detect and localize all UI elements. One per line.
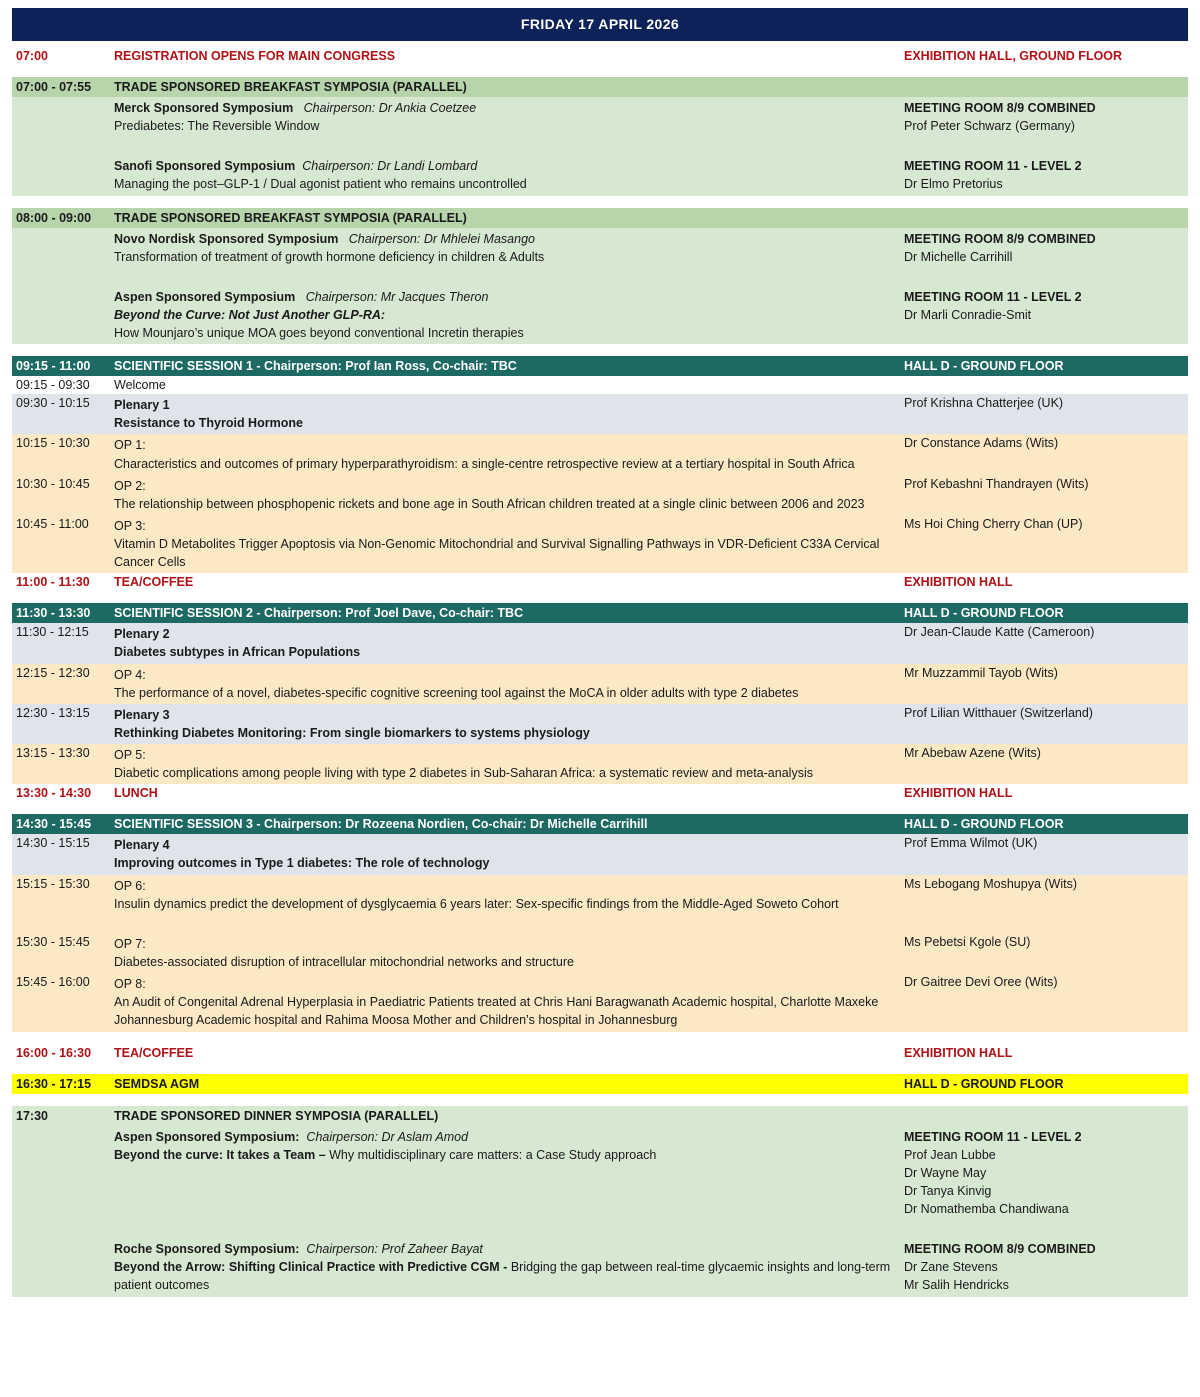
sanofi-chair: Chairperson: Dr Landi Lombard (302, 159, 478, 174)
page-title: FRIDAY 17 APRIL 2026 (12, 8, 1188, 41)
agm-text: SEMDSA AGM (114, 1076, 200, 1091)
s2-op5-topic: Diabetic complications among people living with type 2 diabetes in Sub-Saharan Africa: a systematic review and meta-analysis (114, 766, 813, 781)
merck-time (12, 97, 110, 101)
s1-op2-details (110, 475, 900, 515)
s2-op4-details (110, 664, 900, 704)
table-row-registration (12, 47, 1188, 65)
s3-plenary4-details (110, 834, 900, 874)
table-row-aspen-breakfast (12, 286, 1188, 344)
s3-plenary4-label: Plenary 4 (114, 838, 170, 853)
table-row-spacer-green-1 (12, 137, 1188, 155)
s1-op1-topic: Characteristics and outcomes of primary hyperparathyroidism: a single-centre retrospective review at a tertiary hospital in South Africa (114, 456, 855, 471)
s1-op2-topic: The relationship between phosphopenic rickets and bone age in South African children treated at a single clinic between 2006 and 2023 (114, 496, 865, 511)
novo-details (110, 228, 900, 268)
s3-op7-time: 15:30 - 15:45 (16, 934, 90, 949)
aspen-breakfast-speaker: Dr Marli Conradie-Smit (904, 307, 1032, 322)
s3-op8-time: 15:45 - 16:00 (16, 975, 90, 990)
roche-dinner-speaker-2: Mr Salih Hendricks (904, 1278, 1009, 1293)
table-row-s1-op2 (12, 475, 1188, 515)
aspen-breakfast-room-block (900, 286, 1188, 326)
s1-op1-speaker: Dr Constance Adams (Wits) (904, 436, 1059, 451)
s1-op3-details (110, 515, 900, 573)
sanofi-time (12, 155, 110, 159)
tea1-room: EXHIBITION HALL (904, 575, 1013, 590)
roche-dinner-room-block (900, 1238, 1188, 1296)
s3-op6-label: OP 6: (114, 878, 146, 893)
s1-welcome-text: Welcome (114, 378, 166, 393)
roche-dinner-time (12, 1238, 110, 1242)
table-row-s1-plenary1 (12, 394, 1188, 434)
merck-details (110, 97, 900, 137)
novo-chair: Chairperson: Dr Mhlelei Masango (348, 231, 535, 246)
s3-op7-label: OP 7: (114, 936, 146, 951)
s1-op1-label: OP 1: (114, 438, 146, 453)
agm-time: 16:30 - 17:15 (16, 1076, 92, 1091)
aspen-dinner-title: Aspen Sponsored Symposium: (114, 1129, 300, 1144)
roche-dinner-topic: Bridging the gap between real-time glycaemic insights and long-term patient outcomes (114, 1260, 891, 1293)
table-row-aspen-dinner (12, 1126, 1188, 1221)
novo-topic: Transformation of treatment of growth hormone deficiency in children & Adults (114, 249, 545, 264)
novo-room-block (900, 228, 1188, 268)
aspen-dinner-topic-bold: Beyond the curve: It takes a Team – (114, 1147, 326, 1162)
novo-title: Novo Nordisk Sponsored Symposium (114, 231, 339, 246)
aspen-dinner-speaker-4: Dr Nomathemba Chandiwana (904, 1202, 1069, 1216)
table-row-session1-header (12, 356, 1188, 376)
s1-plenary1-label: Plenary 1 (114, 398, 170, 413)
table-row-dinner-header (12, 1106, 1188, 1126)
s3-op8-details (110, 973, 900, 1031)
s1-plenary1-details (110, 394, 900, 434)
aspen-breakfast-topic: How Mounjaro’s unique MOA goes beyond conventional Incretin therapies (114, 326, 524, 340)
merck-title: Merck Sponsored Symposium (114, 101, 294, 115)
table-row-s3-op7 (12, 933, 1188, 973)
breakfast1-title: TRADE SPONSORED BREAKFAST SYMPOSIA (PARALLEL) (114, 80, 467, 94)
breakfast2-title: TRADE SPONSORED BREAKFAST SYMPOSIA (PARALLEL) (114, 210, 467, 225)
aspen-dinner-time (12, 1126, 110, 1130)
s3-op8-label: OP 8: (114, 977, 146, 992)
s3-op7-speaker: Ms Pebetsi Kgole (SU) (904, 934, 1031, 949)
roche-dinner-chair: Chairperson: Prof Zaheer Bayat (306, 1242, 483, 1257)
merck-room: MEETING ROOM 8/9 COMBINED (904, 101, 1096, 115)
sanofi-speaker: Dr Elmo Pretorius (904, 177, 1003, 192)
s1-op3-label: OP 3: (114, 518, 146, 533)
merck-topic: Prediabetes: The Reversible Window (114, 119, 320, 134)
aspen-breakfast-time (12, 286, 110, 290)
tea2-time: 16:00 - 16:30 (16, 1045, 92, 1060)
tea2-text: TEA/COFFEE (114, 1045, 194, 1060)
merck-chair: Chairperson: Dr Ankia Coetzee (303, 101, 477, 115)
s1-op2-time: 10:30 - 10:45 (16, 476, 90, 491)
s1-plenary1-time: 09:30 - 10:15 (16, 396, 90, 411)
table-row-s1-op3 (12, 515, 1188, 573)
table-row-s1-op1 (12, 434, 1188, 474)
s1-op3-time: 10:45 - 11:00 (16, 516, 89, 531)
roche-dinner-details (110, 1238, 900, 1296)
s3-plenary4-speaker: Prof Emma Wilmot (UK) (904, 836, 1038, 851)
registration-time: 07:00 (16, 49, 48, 63)
aspen-dinner-details (110, 1126, 900, 1221)
lunch-text: LUNCH (114, 786, 158, 801)
aspen-dinner-room-block (900, 1126, 1188, 1221)
s2-plenary2-details (110, 623, 900, 663)
session2-room: HALL D - GROUND FLOOR (904, 606, 1064, 621)
registration-text: REGISTRATION OPENS FOR MAIN CONGRESS (114, 49, 396, 63)
table-row-spacer-green-3 (12, 1220, 1188, 1238)
table-row-s3-op6 (12, 875, 1188, 933)
table-row-spacer-green-2 (12, 268, 1188, 286)
session2-time: 11:30 - 13:30 (16, 606, 91, 621)
s3-op7-details (110, 933, 900, 973)
s2-op5-label: OP 5: (114, 748, 146, 762)
s2-op4-speaker: Mr Muzzammil Tayob (Wits) (904, 665, 1058, 680)
tea1-text: TEA/COFFEE (114, 575, 194, 590)
sanofi-title: Sanofi Sponsored Symposium (114, 159, 296, 174)
s1-welcome-room (900, 376, 1188, 380)
s2-plenary3-time: 12:30 - 13:15 (16, 705, 90, 720)
session3-room: HALL D - GROUND FLOOR (904, 817, 1064, 832)
s2-op5-details (110, 744, 900, 784)
s1-op2-speaker: Prof Kebashni Thandrayen (Wits) (904, 476, 1089, 491)
s2-op5-speaker: Mr Abebaw Azene (Wits) (904, 746, 1041, 760)
table-row-roche-dinner (12, 1238, 1188, 1296)
breakfast1-room (900, 77, 1188, 83)
dinner-room (900, 1106, 1188, 1112)
table-row-s1-welcome (12, 376, 1188, 394)
novo-room: MEETING ROOM 8/9 COMBINED (904, 231, 1096, 246)
merck-speaker: Prof Peter Schwarz (Germany) (904, 119, 1075, 134)
tea1-time: 11:00 - 11:30 (16, 575, 90, 590)
s1-op3-topic: Vitamin D Metabolites Trigger Apoptosis via Non-Genomic Mitochondrial and Survival Signalling Pathways in VDR-Deficient C33A Cervical Cancer Cells (114, 537, 880, 570)
aspen-breakfast-chair: Chairperson: Mr Jacques Theron (305, 289, 489, 304)
s1-op1-details (110, 434, 900, 474)
breakfast2-room (900, 208, 1188, 214)
table-row-tea2 (12, 1044, 1188, 1062)
s2-plenary2-label: Plenary 2 (114, 627, 170, 642)
sanofi-room: MEETING ROOM 11 - LEVEL 2 (904, 159, 1082, 174)
s3-op6-details (110, 875, 900, 933)
breakfast2-time: 08:00 - 09:00 (16, 210, 92, 225)
aspen-breakfast-topic-bold: Beyond the Curve: Not Just Another GLP-RA: (114, 307, 386, 322)
table-row-s2-plenary3 (12, 704, 1188, 744)
sanofi-room-block (900, 155, 1188, 195)
session1-title: SCIENTIFIC SESSION 1 - Chairperson: Prof Ian Ross, Co-chair: TBC (114, 359, 517, 374)
s2-plenary3-topic: Rethinking Diabetes Monitoring: From single biomarkers to systems physiology (114, 725, 590, 740)
s3-op6-speaker: Ms Lebogang Moshupya (Wits) (904, 876, 1077, 891)
s2-op4-label: OP 4: (114, 667, 146, 682)
dinner-time: 17:30 (16, 1108, 48, 1123)
table-row-session2-header (12, 603, 1188, 623)
table-row-tea1 (12, 573, 1188, 591)
s2-plenary3-details (110, 704, 900, 744)
s3-op8-speaker: Dr Gaitree Devi Oree (Wits) (904, 975, 1058, 990)
table-row-novo (12, 228, 1188, 268)
table-row-s2-plenary2 (12, 623, 1188, 663)
agm-room: HALL D - GROUND FLOOR (904, 1076, 1064, 1091)
s2-op4-topic: The performance of a novel, diabetes-specific cognitive screening tool against the MoCA in older adults with type 2 diabetes (114, 685, 799, 700)
table-row-merck (12, 97, 1188, 137)
aspen-dinner-speaker-3: Dr Tanya Kinvig (904, 1183, 992, 1198)
s1-welcome-time: 09:15 - 09:30 (16, 378, 90, 393)
s2-op5-time: 13:15 - 13:30 (16, 746, 90, 760)
roche-dinner-speaker-1: Dr Zane Stevens (904, 1260, 998, 1275)
table-row-lunch (12, 784, 1188, 802)
table-row-s2-op4 (12, 664, 1188, 704)
roche-dinner-topic-bold: Beyond the Arrow: Shifting Clinical Practice with Predictive CGM - (114, 1260, 511, 1275)
session1-room: HALL D - GROUND FLOOR (904, 359, 1064, 374)
s1-op2-label: OP 2: (114, 478, 146, 493)
lunch-room: EXHIBITION HALL (904, 786, 1013, 801)
s1-op3-speaker: Ms Hoi Ching Cherry Chan (UP) (904, 516, 1083, 531)
session3-time: 14:30 - 15:45 (16, 817, 92, 832)
table-row-agm (12, 1074, 1188, 1094)
roche-dinner-title: Roche Sponsored Symposium: (114, 1242, 300, 1257)
s3-op7-topic: Diabetes-associated disruption of intracellular mitochondrial networks and structure (114, 955, 574, 969)
lunch-time: 13:30 - 14:30 (16, 786, 92, 801)
aspen-dinner-speaker-2: Dr Wayne May (904, 1165, 987, 1180)
s3-op8-topic: An Audit of Congenital Adrenal Hyperplasia in Paediatric Patients treated at Chris Hani Baragwanath Academic hospital, Charlotte Maxeke Johannesburg Academic hospital and Rahima Moosa Mother and Children’s hospital in Johannesburg (114, 995, 879, 1028)
s3-plenary4-topic: Improving outcomes in Type 1 diabetes: The role of technology (114, 856, 490, 871)
breakfast1-time: 07:00 - 07:55 (16, 80, 92, 94)
merck-room-block (900, 97, 1188, 137)
s3-op6-topic: Insulin dynamics predict the development of dysglycaemia 6 years later: Sex-specific findings from the Middle-Aged Soweto Cohort (114, 896, 839, 911)
s1-plenary1-speaker: Prof Krishna Chatterjee (UK) (904, 396, 1064, 411)
aspen-dinner-topic: Why multidisciplinary care matters: a Case Study approach (325, 1147, 657, 1162)
aspen-breakfast-title: Aspen Sponsored Symposium (114, 289, 296, 304)
table-row-s2-op5 (12, 744, 1188, 784)
aspen-dinner-speaker-1: Prof Jean Lubbe (904, 1147, 996, 1162)
s2-plenary2-time: 11:30 - 12:15 (16, 625, 89, 640)
aspen-breakfast-details (110, 286, 900, 344)
table-row-s3-op8 (12, 973, 1188, 1031)
table-row-s3-plenary4 (12, 834, 1188, 874)
s3-op6-time: 15:15 - 15:30 (16, 876, 90, 891)
novo-time (12, 228, 110, 232)
dinner-title: TRADE SPONSORED DINNER SYMPOSIA (PARALLEL) (114, 1108, 439, 1123)
table-row-session3-header (12, 814, 1188, 834)
s2-plenary2-speaker: Dr Jean-Claude Katte (Cameroon) (904, 625, 1095, 640)
s1-op1-time: 10:15 - 10:30 (16, 436, 90, 451)
s2-op4-time: 12:15 - 12:30 (16, 665, 90, 680)
s1-plenary1-topic: Resistance to Thyroid Hormone (114, 416, 303, 431)
registration-room: EXHIBITION HALL, GROUND FLOOR (904, 49, 1123, 63)
table-row-breakfast1-header (12, 77, 1188, 97)
novo-speaker: Dr Michelle Carrihill (904, 249, 1013, 264)
s3-plenary4-time: 14:30 - 15:15 (16, 836, 90, 851)
s2-plenary2-topic: Diabetes subtypes in African Populations (114, 645, 361, 660)
aspen-breakfast-room: MEETING ROOM 11 - LEVEL 2 (904, 289, 1082, 304)
session3-title: SCIENTIFIC SESSION 3 - Chairperson: Dr Rozeena Nordien, Co-chair: Dr Michelle Carrihill (114, 817, 648, 832)
s2-plenary3-label: Plenary 3 (114, 707, 170, 722)
aspen-dinner-chair: Chairperson: Dr Aslam Amod (306, 1129, 469, 1144)
sanofi-topic: Managing the post–GLP-1 / Dual agonist patient who remains uncontrolled (114, 177, 527, 192)
tea2-room: EXHIBITION HALL (904, 1045, 1013, 1060)
session1-time: 09:15 - 11:00 (16, 359, 91, 374)
s2-plenary3-speaker: Prof Lilian Witthauer (Switzerland) (904, 705, 1093, 720)
table-row-breakfast2-header (12, 208, 1188, 228)
table-row-sanofi (12, 155, 1188, 195)
roche-dinner-room: MEETING ROOM 8/9 COMBINED (904, 1242, 1096, 1257)
session2-title: SCIENTIFIC SESSION 2 - Chairperson: Prof Joel Dave, Co-chair: TBC (114, 606, 524, 621)
aspen-dinner-room: MEETING ROOM 11 - LEVEL 2 (904, 1129, 1082, 1144)
sanofi-details (110, 155, 900, 195)
